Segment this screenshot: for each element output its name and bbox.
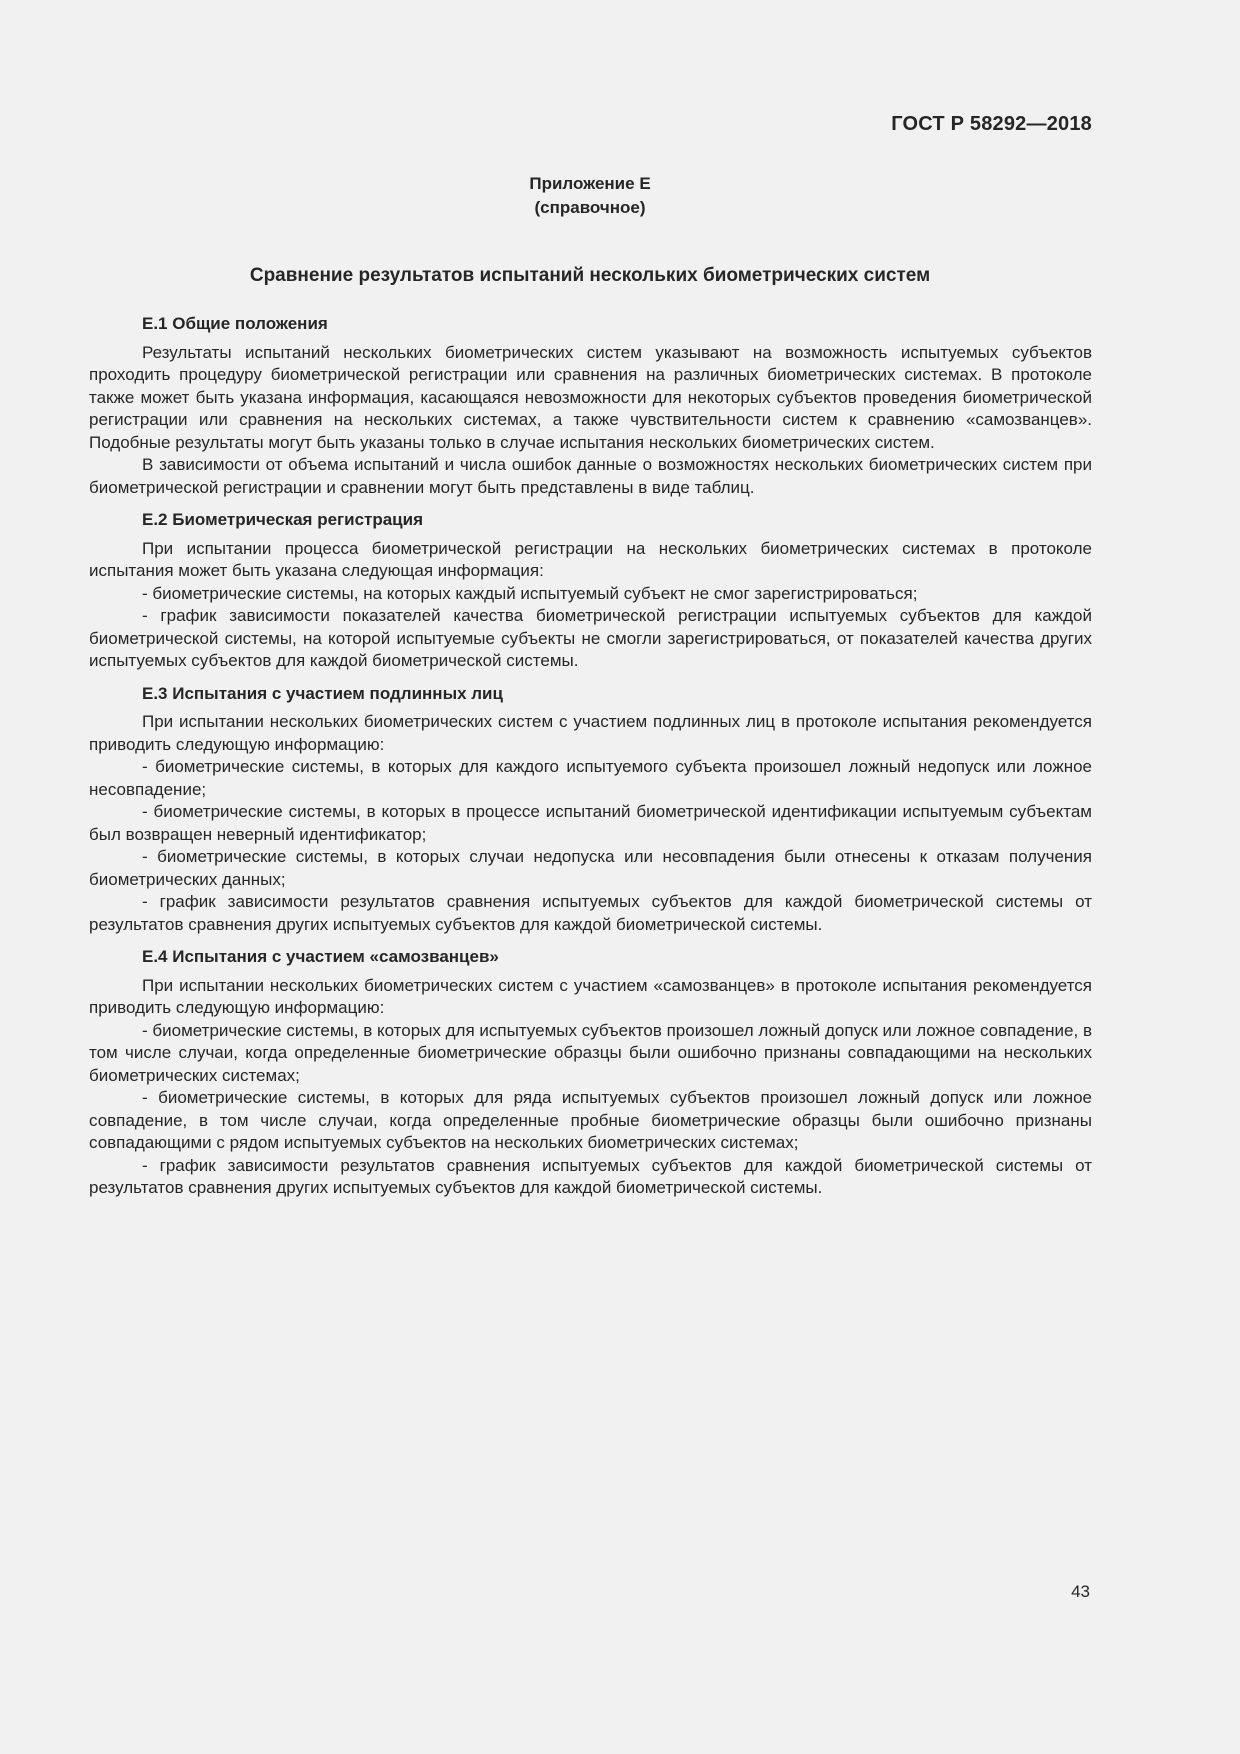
paragraph: При испытании нескольких биометрических систем с участием подлинных лиц в протоколе испытания рекомендуется приводить следующую информацию: xyxy=(89,712,1092,754)
section-heading: Е.2 Биометрическая регистрация xyxy=(142,510,424,529)
appendix-title: Приложение Е xyxy=(529,174,651,193)
section-heading: Е.4 Испытания с участием «самозванцев» xyxy=(142,947,499,966)
paragraph: При испытании процесса биометрической регистрации на нескольких биометрических системах в протоколе испытания может быть указана следующая информация: xyxy=(89,538,1092,580)
section-e4 xyxy=(89,946,1092,1200)
list-item: - биометрические системы, в которых случаи недопуска или несовпадения были отнесены к отказам получения биометрических данных; xyxy=(89,847,1092,889)
document-body xyxy=(89,313,1092,1210)
document-title: Сравнение результатов испытаний нескольких биометрических систем xyxy=(249,265,931,286)
page-number: 43 xyxy=(1071,1582,1090,1601)
section-e3 xyxy=(89,683,1092,937)
list-item: - график зависимости результатов сравнения испытуемых субъектов для каждой биометрической системы от результатов сравнения других испытуемых субъектов для каждой биометрической системы. xyxy=(89,1155,1092,1197)
section-heading: Е.3 Испытания с участием подлинных лиц xyxy=(142,683,503,703)
paragraph: При испытании нескольких биометрических систем с участием «самозванцев» в протоколе испытания рекомендуется приводить следующую информацию: xyxy=(89,975,1092,1017)
paragraph: Результаты испытаний нескольких биометрических систем указывают на возможность испытуемых субъектов проходить процедуру биометрической регистрации или сравнения на различных биометрических системах. В протоколе также может быть указана информация, касающаяся невозможности для некоторых субъектов проведения биометрической регистрации или сравнения на нескольких системах, а также чувствительности систем к сравнению «самозванцев». Подобные результаты могут быть указаны только в случае испытания нескольких биометрических систем. xyxy=(89,342,1092,452)
appendix-heading xyxy=(0,172,1180,220)
list-item: - биометрические системы, в которых для ряда испытуемых субъектов произошел ложный допуск или ложное совпадение, в том числе случаи, когда определенные пробные биометрические образцы были ошибочно признаны совпадающими с рядом испытуемых субъектов на нескольких биометрических системах; xyxy=(89,1088,1092,1152)
list-item: - биометрические системы, в которых в процессе испытаний биометрической идентификации испытуемым субъектам был возвращен неверный идентификатор; xyxy=(89,802,1092,844)
section-e1 xyxy=(89,313,1092,499)
section-e2 xyxy=(89,509,1092,673)
list-item: - биометрические системы, в которых для каждого испытуемого субъекта произошел ложный недопуск или ложное несовпадение; xyxy=(89,757,1092,799)
section-heading: Е.1 Общие положения xyxy=(142,314,328,333)
standard-number: ГОСТ Р 58292—2018 xyxy=(891,113,1092,135)
list-item: - график зависимости результатов сравнения испытуемых субъектов для каждой биометрической системы от результатов сравнения других испытуемых субъектов для каждой биометрической системы. xyxy=(89,892,1092,934)
appendix-status: (справочное) xyxy=(534,198,646,217)
list-item: - график зависимости показателей качества биометрической регистрации испытуемых субъектов для каждой биометрической системы, на которой испытуемые субъекты не смогли зарегистрироваться, от показателей качества других испытуемых субъектов для каждой биометрической системы. xyxy=(89,606,1092,670)
list-item: - биометрические системы, на которых каждый испытуемый субъект не смог зарегистрироваться; xyxy=(142,583,918,603)
paragraph: В зависимости от объема испытаний и числа ошибок данные о возможностях нескольких биометрических систем при биометрической регистрации и сравнении могут быть представлены в виде таблиц. xyxy=(89,455,1092,497)
list-item: - биометрические системы, в которых для испытуемых субъектов произошел ложный допуск или ложное совпадение, в том числе случаи, когда определенные биометрические образцы были ошибочно признаны совпадающими на нескольких биометрических системах; xyxy=(89,1020,1092,1085)
